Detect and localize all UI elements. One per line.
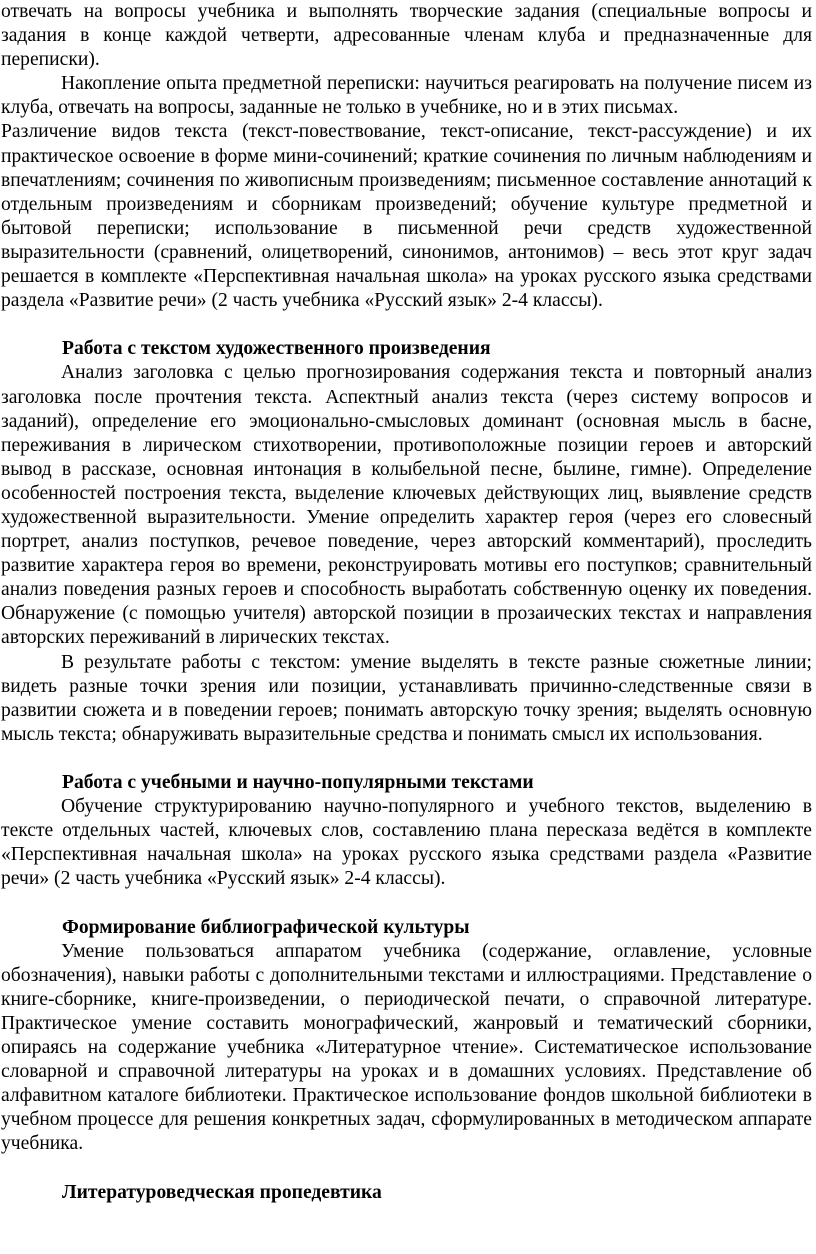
heading-educational-texts: Работа с учебными и научно-популярными текстами [62, 772, 534, 793]
paragraph-title-analysis: Анализ заголовка с целью прогнозирования содержания текста и повторный анализ заголовка после прочтения текста. Аспектный анализ текста (через систему вопросов и заданий), определение его эмоционально-смысловых доминант (основная мысль в басне, переживания в лирическом стихотворении, противоположные позиции героев и авторский вывод в рассказе, основная интонация в колыбельной песне, былине, гимне). Определение особенностей построения текста, выделение ключевых действующих лиц, выявление средств художественной выразительности. Умение определить характер героя (через его словесный портрет, анализ поступков, речевое поведение, через авторский комментарий), проследить развитие характера героя во времени, реконструировать мотивы его поступков; сравнительный анализ поведения разных героев и способность выработать собственную оценку их поведения. Обнаружение (с помощью учителя) авторской позиции в прозаических текстах и направления авторских переживаний в лирических текстах. [1, 362, 812, 649]
paragraph-correspondence: Накопление опыта предметной переписки: научиться реагировать на получение писем из клуба, отвечать на вопросы, заданные не только в учебнике, но и в этих письмах. [1, 73, 812, 119]
heading-literary-text: Работа с текстом художественного произведения [62, 338, 491, 360]
section-gap [1, 747, 812, 771]
heading-bibliographic-culture: Формирование библиографической культуры [62, 916, 470, 938]
section-gap [1, 891, 812, 915]
section-gap [1, 1157, 812, 1181]
paragraph-continuation: отвечать на вопросы учебника и выполнять творческие задания (специальные вопросы и задания в конце каждой четверти, адресованные членам клуба и предназначенные для переписки). [1, 1, 812, 71]
heading-literary-propaedeutics: Литературоведческая пропедевтика [62, 1181, 382, 1203]
paragraph-text-types: Различение видов текста (текст-повествование, текст-описание, текст-рассуждение) и их практическое освоение в форме мини-сочинений; краткие сочинения по личным наблюдениям и впечатлениям; сочинения по живописным произведениям; письменное составление аннотаций к отдельным произведениям и сборникам произведений; обучение культуре предметной и бытовой переписки; использование в письменной речи средств художественной выразительности (сравнений, олицетворений, синонимов, антонимов) – весь этот круг задач решается в комплекте «Перспективная начальная школа» на уроках русского языка средствами раздела «Развитие речи» (2 часть учебника «Русский язык» 2-4 классы). [1, 121, 812, 312]
paragraph-textbook-apparatus: Умение пользоваться аппаратом учебника (содержание, оглавление, условные обозначения), навыки работы с дополнительными текстами и иллюстрациями. Представление о книге-сборнике, книге-произведении, о периодической печати, о справочной литературе. Практическое умение составить монографический, жанровый и тематический сборники, опираясь на содержание учебника «Литературное чтение». Систематическое использование словарной и справочной литературы на уроках и в домашних условиях. Представление об алфавитном каталоге библиотеки. Практическое использование фондов школьной библиотеки в учебном процессе для решения конкретных задач, сформулированных в методическом аппарате учебника. [1, 940, 812, 1155]
paragraph-structuring: Обучение структурированию научно-популярного и учебного текстов, выделению в тексте отдельных частей, ключевых слов, составлению плана пересказа ведётся в комплекте «Перспективная начальная школа» на уроках русского языка средствами раздела «Развитие речи» (2 часть учебника «Русский язык» 2-4 классы). [1, 796, 812, 890]
paragraph-text-results: В результате работы с текстом: умение выделять в тексте разные сюжетные линии; видеть разные точки зрения или позиции, устанавливать причинно-следственные связи в развитии сюжета и в поведении героев; понимать авторскую точку зрения; выделять основную мысль текста; обнаруживать выразительные средства и понимать смысл их использования. [1, 651, 812, 745]
section-gap [1, 313, 812, 337]
